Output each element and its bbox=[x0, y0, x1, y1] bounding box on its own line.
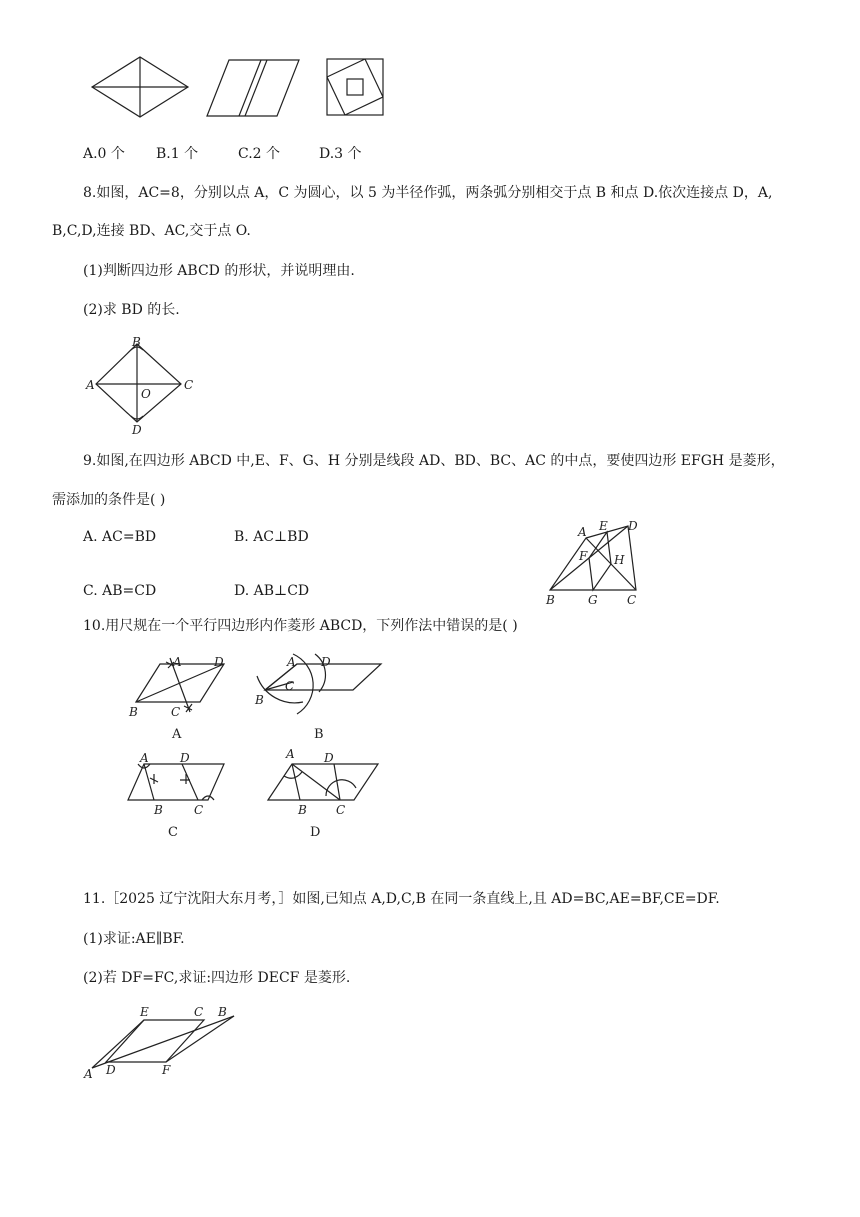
q9-label-e: E bbox=[599, 519, 608, 533]
q9-text-line1: 9.如图,在四边形 ABCD 中,E、F、G、H 分别是线段 AD、BD、BC、AC 的中点，要使四边形 EFGH 是菱形， bbox=[83, 453, 785, 469]
q10c-label-d: D bbox=[180, 751, 190, 765]
q10b-label-b: B bbox=[255, 693, 264, 707]
q7-option-b[interactable]: B.1 个 bbox=[156, 146, 199, 162]
q7-figure-square bbox=[325, 57, 385, 117]
q10c-label-a: A bbox=[140, 751, 149, 765]
q10d-label-a: A bbox=[286, 747, 295, 761]
q10b-label-a: A bbox=[287, 655, 296, 669]
q10-caption-b: B bbox=[314, 727, 324, 742]
q11-text: 11.［2025 辽宁沈阳大东月考，］如图,已知点 A,D,C,B 在同一条直线上,且 AD=BC,AE=BF,CE=DF. bbox=[83, 891, 720, 907]
q9-label-d: D bbox=[628, 519, 638, 533]
q9-option-b[interactable]: B. AC⊥BD bbox=[234, 529, 309, 545]
q8-text-line1: 8.如图，AC=8，分别以点 A，C 为圆心，以 5 为半径作弧，两条弧分别相交于点 B 和点 D.依次连接点 D，A, bbox=[83, 185, 773, 201]
q10-caption-c: C bbox=[168, 825, 178, 840]
q7-option-c[interactable]: C.2 个 bbox=[238, 146, 281, 162]
q10c-label-c: C bbox=[194, 803, 204, 817]
q7-option-a[interactable]: A.0 个 bbox=[83, 146, 125, 162]
q10-figure-b bbox=[253, 652, 393, 742]
q11-label-c: C bbox=[194, 1005, 204, 1019]
q9-label-a: A bbox=[578, 525, 587, 539]
q9-label-h: H bbox=[614, 553, 625, 567]
q10d-label-c: C bbox=[336, 803, 346, 817]
q8-label-a: A bbox=[86, 378, 95, 392]
q8-label-c: C bbox=[184, 378, 194, 392]
q9-label-b: B bbox=[546, 593, 555, 607]
q10-caption-d: D bbox=[310, 825, 321, 840]
q11-label-b: B bbox=[218, 1005, 227, 1019]
q10b-label-d: D bbox=[321, 655, 331, 669]
q11-figure bbox=[82, 1002, 242, 1082]
q8-text-line2: B,C,D,连接 BD、AC,交于点 O. bbox=[52, 223, 251, 239]
q8-sub2: (2)求 BD 的长. bbox=[83, 302, 180, 318]
q9-label-g: G bbox=[588, 593, 598, 607]
q7-figure-rhombus bbox=[88, 54, 194, 120]
q9-figure bbox=[542, 518, 648, 608]
q8-label-o: O bbox=[141, 387, 151, 401]
q10d-label-d: D bbox=[324, 751, 334, 765]
q11-sub2: (2)若 DF=FC,求证:四边形 DECF 是菱形. bbox=[83, 970, 351, 986]
q10-caption-a: A bbox=[172, 727, 182, 742]
q10-figure-c bbox=[124, 748, 234, 840]
q7-figure-parallelogram bbox=[205, 58, 301, 120]
q9-option-c[interactable]: C. AB=CD bbox=[83, 583, 157, 599]
q10-figure-a bbox=[128, 652, 238, 742]
q9-label-c: C bbox=[627, 593, 637, 607]
q8-sub1: (1)判断四边形 ABCD 的形状，并说明理由. bbox=[83, 263, 355, 279]
q9-label-f: F bbox=[579, 549, 588, 563]
q10a-label-c: C bbox=[171, 705, 181, 719]
q11-label-a: A bbox=[84, 1067, 93, 1081]
q9-text-line2: 需添加的条件是( ) bbox=[52, 492, 166, 508]
q9-option-d[interactable]: D. AB⊥CD bbox=[234, 583, 310, 599]
q7-option-d[interactable]: D.3 个 bbox=[319, 146, 362, 162]
q9-option-a[interactable]: A. AC=BD bbox=[83, 529, 157, 545]
q11-sub1: (1)求证:AE∥BF. bbox=[83, 931, 185, 947]
q10a-label-d: D bbox=[214, 655, 224, 669]
q8-label-b: B bbox=[132, 335, 141, 349]
q8-figure bbox=[84, 334, 204, 438]
q10c-label-b: B bbox=[154, 803, 163, 817]
q10a-label-a: A bbox=[173, 655, 182, 669]
q10d-label-b: B bbox=[298, 803, 307, 817]
q11-label-f: F bbox=[162, 1063, 171, 1077]
q10a-label-b: B bbox=[129, 705, 138, 719]
q10-text: 10.用尺规在一个平行四边形内作菱形 ABCD，下列作法中错误的是( ) bbox=[83, 618, 518, 634]
q11-label-e: E bbox=[140, 1005, 149, 1019]
q10b-label-c: C bbox=[285, 679, 295, 693]
q11-label-d: D bbox=[106, 1063, 116, 1077]
q8-label-d: D bbox=[132, 423, 142, 437]
q10-figure-d bbox=[264, 748, 390, 840]
